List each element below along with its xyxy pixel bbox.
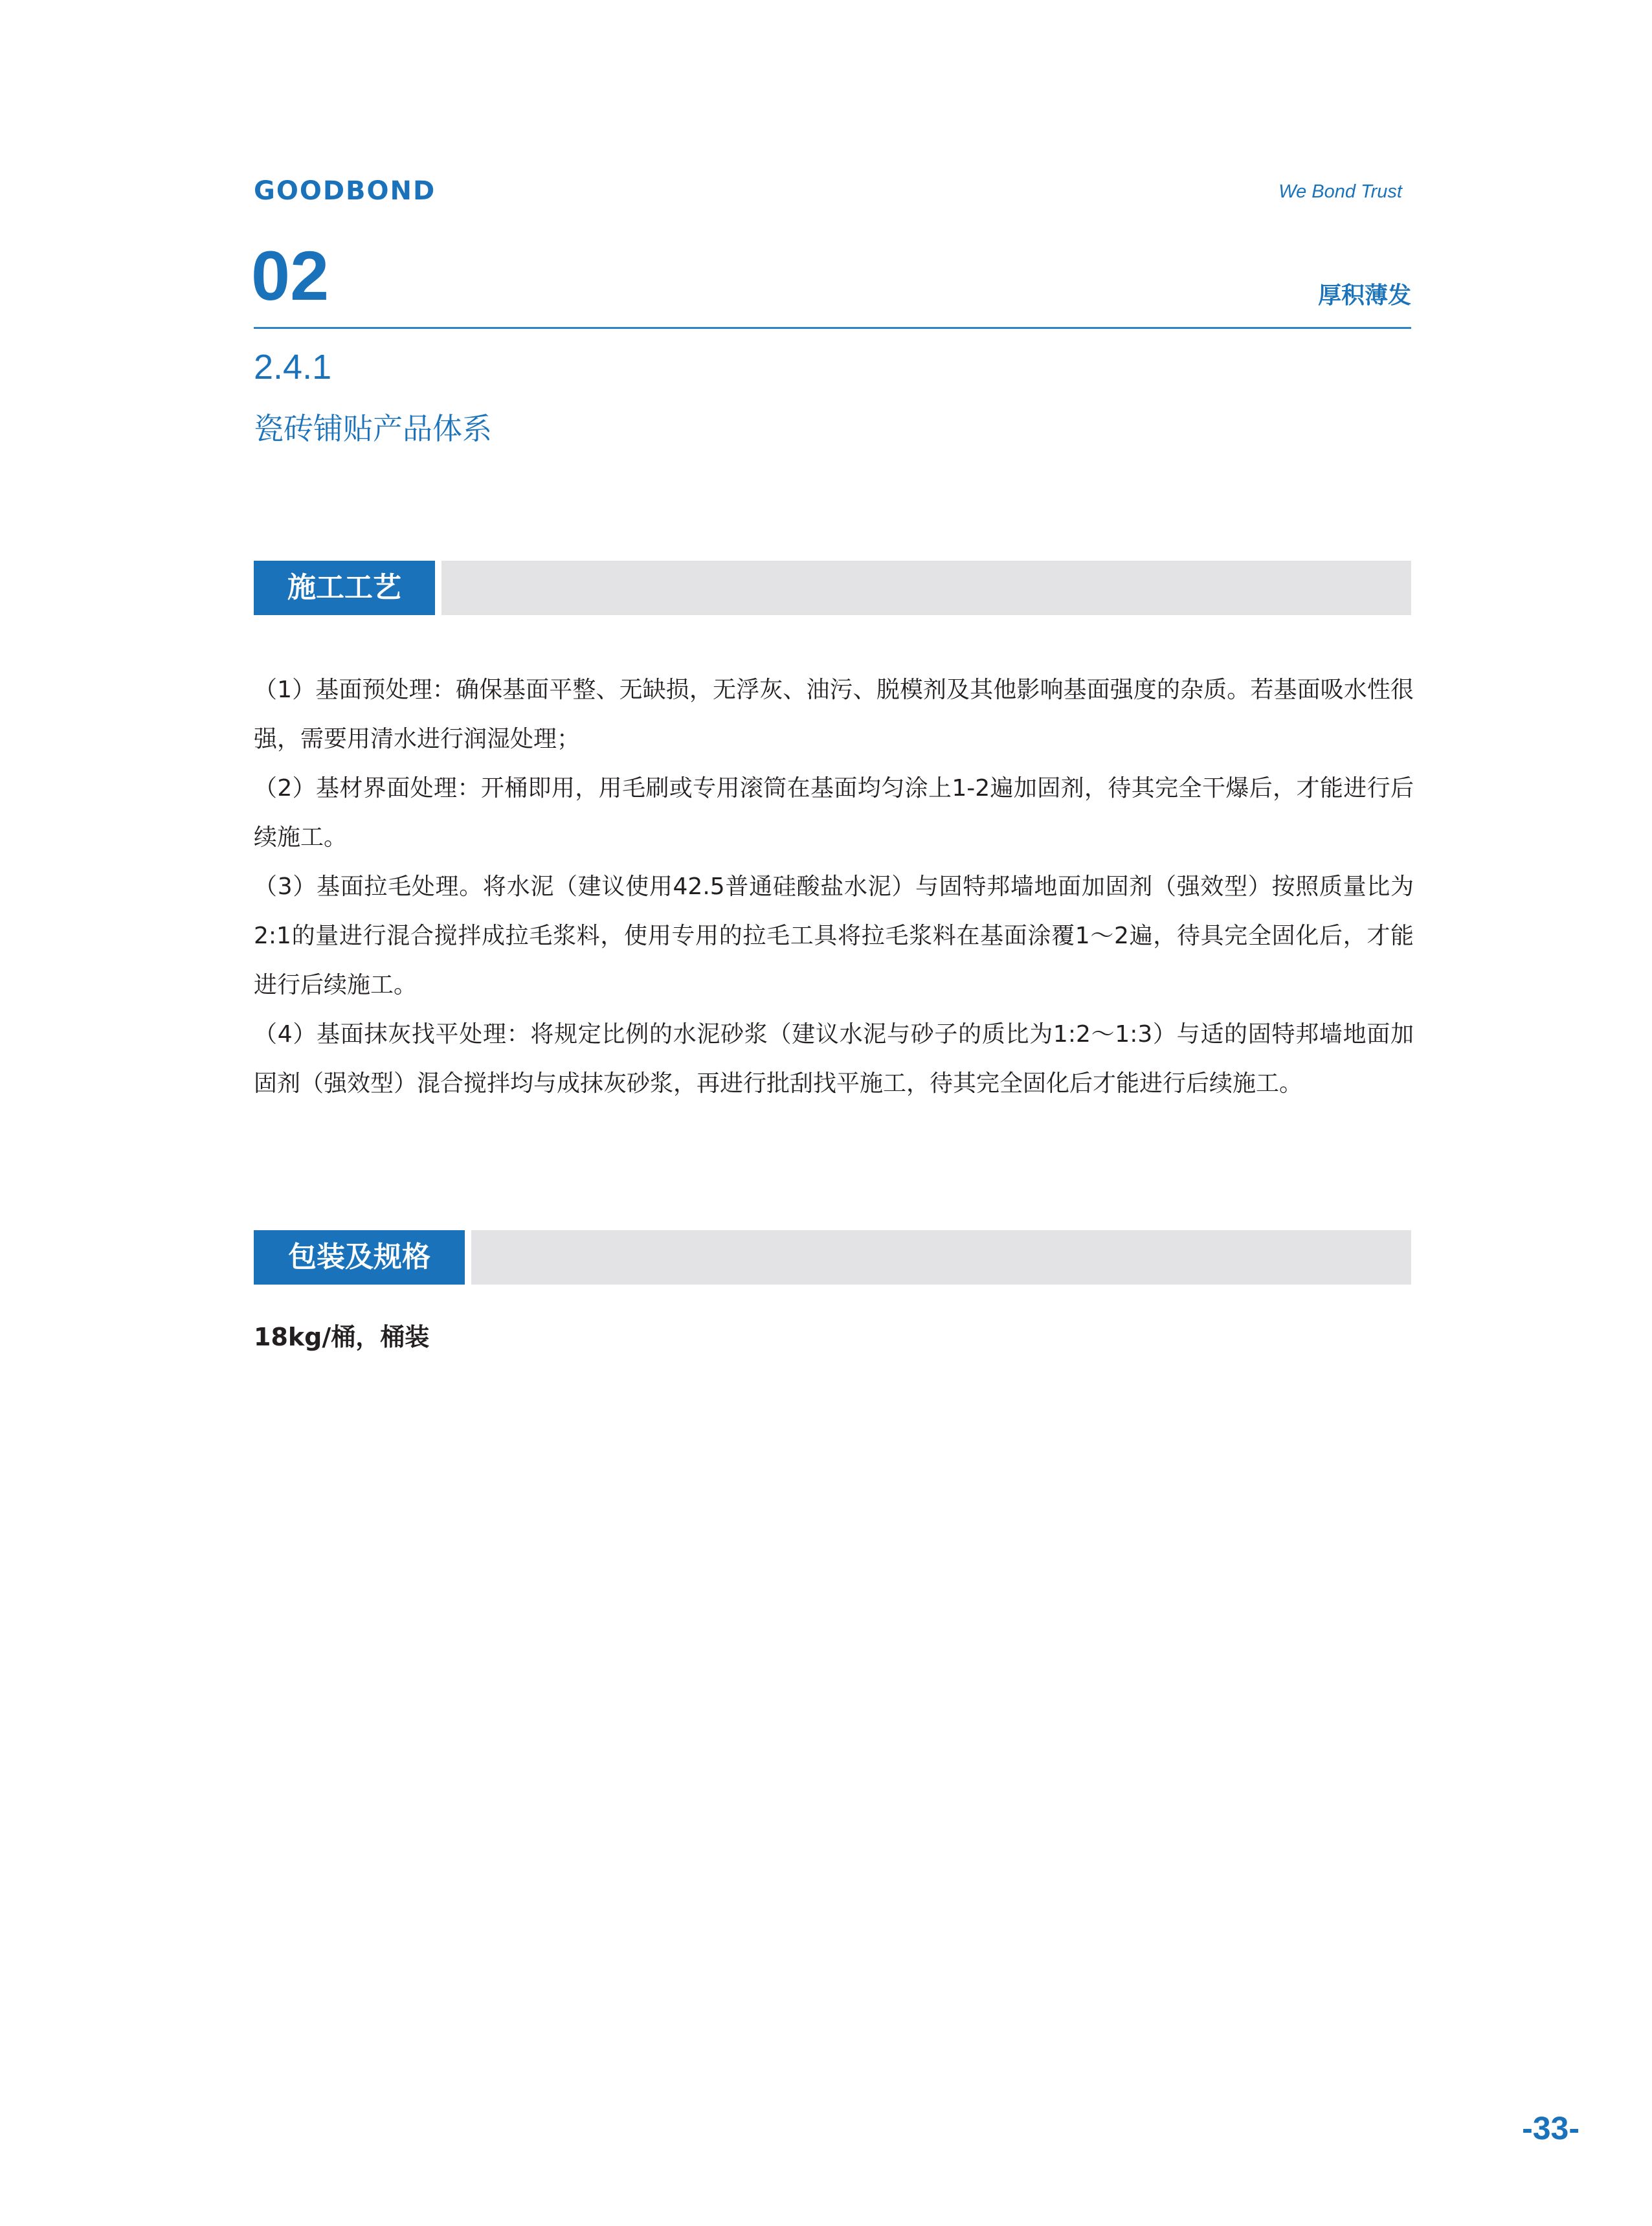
packaging-heading-bar	[254, 1230, 1411, 1285]
packaging-spec: 18kg/桶，桶装	[254, 1323, 430, 1351]
construction-step: （1）基面预处理：确保基面平整、无缺损，无浮灰、油污、脱模剂及其他影响基面强度的杂质。若基面吸水性很强，需要用清水进行润湿处理；	[254, 677, 1414, 752]
construction-step: （2）基材界面处理：开桶即用，用毛刷或专用滚筒在基面均匀涂上1-2遍加固剂，待其完全干爆后，才能进行后续施工。	[254, 775, 1414, 851]
page-number: -33-	[1522, 2110, 1579, 2146]
construction-step: （3）基面拉毛处理。将水泥（建议使用42.5普通硅酸盐水泥）与固特邦墙地面加固剂（强效型）按照质量比为2:1的量进行混合搅拌成拉毛浆料，使用专用的拉毛工具将拉毛浆料在基面涂覆1～2遍，待具完全固化后，才能进行后续施工。	[254, 873, 1414, 998]
construction-step: （4）基面抹灰找平处理：将规定比例的水泥砂浆（建议水泥与砂子的质比为1:2～1:3）与适的固特邦墙地面加固剂（强效型）混合搅拌均与成抹灰砂浆，再进行批刮找平施工，待其完全固化后才能进行后续施工。	[254, 1021, 1414, 1097]
chapter-title: 厚积薄发	[1317, 282, 1411, 309]
construction-heading-bar	[254, 561, 1411, 615]
packaging-heading: 包装及规格	[254, 1230, 465, 1285]
brand-slogan: We Bond Trust	[1278, 181, 1402, 202]
chapter-number: 02	[251, 236, 329, 315]
construction-steps	[254, 666, 1414, 1108]
section-title: 瓷砖铺贴产品体系	[254, 411, 492, 446]
heading-bar-fill	[471, 1230, 1411, 1285]
header-divider	[254, 327, 1411, 329]
construction-heading: 施工工艺	[254, 561, 435, 615]
heading-bar-fill	[441, 561, 1411, 615]
brand-logo: GOODBOND	[254, 176, 436, 206]
section-number: 2.4.1	[254, 348, 332, 387]
